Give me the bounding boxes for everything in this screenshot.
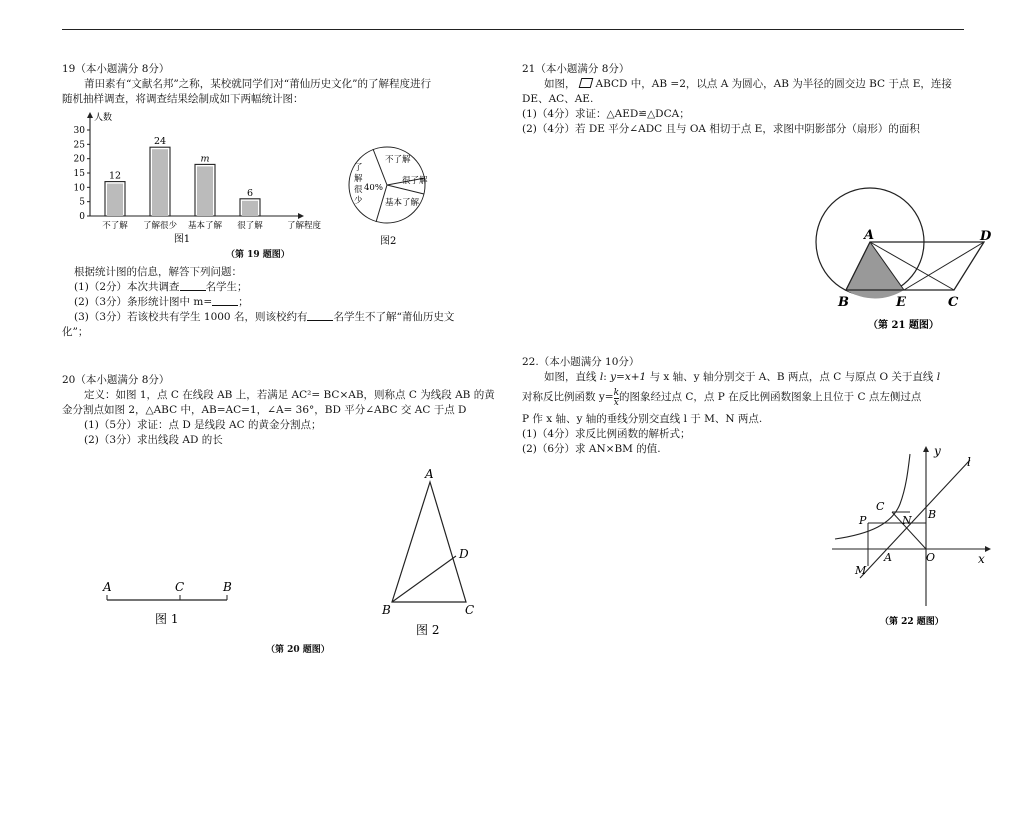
q19-questions xyxy=(62,265,512,340)
q19-bar-chart xyxy=(62,108,352,258)
y-axis-label: 人数 xyxy=(94,113,113,123)
bar-data-label: 6 xyxy=(246,187,254,199)
bar-fill xyxy=(242,201,258,216)
point-a-label: A xyxy=(103,580,112,594)
q22-para-1: 如图，直线 l: y=x+1 与 x 轴、y 轴分别交于 A、B 两点，点 C 与原点 O 关于直线 l xyxy=(544,371,941,383)
q19-para-1: 莆田素有“文献名邦”之称，某校就同学们对“莆仙历史文化”的了解程度进行 xyxy=(84,78,431,90)
bar-data-label: m xyxy=(200,153,210,165)
x-axis-label: 了解程度 xyxy=(286,221,322,231)
x-tick-label: 很了解 xyxy=(237,221,263,231)
vertex-c-label: C xyxy=(465,603,475,617)
pie-label-liaojiehenshao: 了解很少 xyxy=(354,163,363,206)
chart-caption: 图1 xyxy=(173,234,191,245)
bisector-bd xyxy=(392,556,456,602)
q19-subq-3-cont: 化”； xyxy=(62,326,89,338)
y-axis-arrow xyxy=(87,112,93,118)
bar-fill xyxy=(152,149,168,216)
x-axis-arrow xyxy=(298,213,304,219)
hyperbola-curve xyxy=(835,454,910,539)
y-tick-label: 30 xyxy=(73,126,85,136)
y-tick-label: 0 xyxy=(79,212,85,222)
q21-subq-2: (2)（4分）若 DE 平分∠ADC 且与 OA 相切于点 E，求图中阴影部分（扇形）的面积 xyxy=(522,123,920,135)
pie-label-buliaojie: 不了解 xyxy=(385,155,411,165)
q21-subq-1: (1)（4分）求证：△AED≌△DCA； xyxy=(522,108,690,120)
pie-percent-label: 40% xyxy=(364,183,383,193)
vertex-a-label: A xyxy=(425,467,434,481)
o-label: O xyxy=(926,551,936,564)
answer-blank-3[interactable] xyxy=(307,310,333,321)
q20-para-1: 定义：如图 1，点 C 在线段 AB 上，若满足 AC²= BC×AB，则称点 C 为线段 AB 的黄 xyxy=(84,389,495,401)
q19-subq-3: (3)（3分）若该校共有学生 1000 名，则该校约有 名学生不了解“莆仙历史文 xyxy=(74,311,455,323)
q22-para-2: 对称反比例函数 y= $\frac{k}{x}$ 的图象经过点 C，点 P 在反比例函数图象上且位于 C 点左侧过点 xyxy=(522,388,922,408)
pie-caption: 图2 xyxy=(380,236,397,247)
segment-de xyxy=(904,242,984,290)
q19-figure-caption: （第 19 题图） xyxy=(226,250,290,260)
x-tick-label: 基本了解 xyxy=(187,221,223,231)
x-tick-label: 不了解 xyxy=(102,221,128,231)
pie-label-henliaojie: 很了解 xyxy=(402,176,428,186)
bar-data-label: 24 xyxy=(153,136,167,148)
x-label: x xyxy=(978,552,985,566)
point-c-label: C xyxy=(948,295,959,310)
l-label: l xyxy=(967,455,971,469)
q20-subq-2: (2)（3分）求出线段 AD 的长 xyxy=(84,434,223,446)
q20-para-2: 金分割点如图 2，△ABC 中，AB=AC=1，∠A= 36°，BD 平分∠ABC 交 AC 于点 D xyxy=(62,404,467,416)
y-tick-label: 5 xyxy=(79,197,85,208)
triangle-abc xyxy=(392,482,466,602)
q19-intro: 根据统计图的信息，解答下列问题： xyxy=(74,266,242,278)
q22-title: 22.（本小题满分 10分） xyxy=(522,356,640,368)
bar-fill xyxy=(197,166,213,216)
figure-1-caption: 图 1 xyxy=(155,612,179,626)
q21-figure xyxy=(812,184,1002,334)
q21-title: 21（本小题满分 8分） xyxy=(522,63,630,75)
vertex-b-label: B xyxy=(382,603,391,617)
q19-title: 19（本小题满分 8分） xyxy=(62,63,170,75)
pie-divider-3 xyxy=(387,185,424,194)
y-label: y xyxy=(934,446,941,458)
b-label: B xyxy=(928,508,937,521)
a-label: A xyxy=(884,551,892,564)
top-rule xyxy=(62,29,964,30)
point-e-label: E xyxy=(896,295,906,310)
y-tick-label: 25 xyxy=(73,140,85,151)
q19-pie-chart xyxy=(342,138,442,250)
q21-para-2: DE、AC、AE. xyxy=(522,93,594,105)
q22-subq-1: (1)（4分）求反比例函数的解析式； xyxy=(522,428,691,440)
q19-para-2: 随机抽样调查，将调查结果绘制成如下两幅统计图： xyxy=(62,93,304,105)
y-tick-label: 15 xyxy=(73,169,85,179)
question-21 xyxy=(522,62,972,137)
question-20 xyxy=(62,373,512,448)
bar-fill xyxy=(107,184,123,216)
figure-2-caption: 图 2 xyxy=(416,623,440,637)
pie-label-jibenliaojie: 基本了解 xyxy=(385,198,420,208)
y-tick-label: 10 xyxy=(73,183,85,194)
q20-figure-caption: （第 20 题图） xyxy=(266,645,330,655)
point-b-label: B xyxy=(223,580,232,594)
q20-subq-1: (1)（5分）求证：点 D 是线段 AC 的黄金分割点； xyxy=(84,419,322,431)
m-label: M xyxy=(855,564,867,577)
q21-figure-caption: （第 21 题图） xyxy=(868,320,939,331)
answer-blank-2[interactable] xyxy=(212,295,238,306)
line-l xyxy=(860,460,970,578)
question-22 xyxy=(522,355,982,457)
q21-para-1: 如图， ABCD 中，AB =2，以点 A 为圆心，AB 为半径的圆交边 BC 于点 E，连接 xyxy=(544,78,952,90)
point-c-label: C xyxy=(175,580,185,594)
answer-blank-1[interactable] xyxy=(180,280,206,291)
q22-figure xyxy=(830,446,995,631)
q19-subq-1: (1)（2分）本次共调查 名学生； xyxy=(74,281,248,293)
point-d-label: D xyxy=(980,229,992,244)
point-a-label: A xyxy=(864,228,875,243)
c-label: C xyxy=(876,500,885,513)
q20-title: 20（本小题满分 8分） xyxy=(62,374,170,386)
bar-data-label: 12 xyxy=(108,170,122,182)
question-19 xyxy=(62,62,512,107)
point-b-label: B xyxy=(838,295,849,310)
q22-para-3: P 作 x 轴、y 轴的垂线分别交直线 l 于 M、N 两点. xyxy=(522,413,763,425)
fraction-k-over-x: $\frac{k}{x}$ xyxy=(613,388,620,408)
n-label: N xyxy=(902,514,912,527)
point-d-label: D xyxy=(459,547,469,561)
q22-subq-2: (2)（6分）求 AN×BM 的值. xyxy=(522,443,661,455)
q20-figure-1 xyxy=(95,578,245,633)
q19-subq-2: (2)（3分）条形统计图中 m= ； xyxy=(74,296,249,308)
x-tick-label: 了解很少 xyxy=(142,221,178,231)
p-label: P xyxy=(859,514,867,527)
y-tick-label: 20 xyxy=(73,154,85,165)
q22-figure-caption: （第 22 题图） xyxy=(880,617,944,627)
parallelogram-icon xyxy=(578,78,593,88)
q20-figure-2 xyxy=(378,464,488,644)
